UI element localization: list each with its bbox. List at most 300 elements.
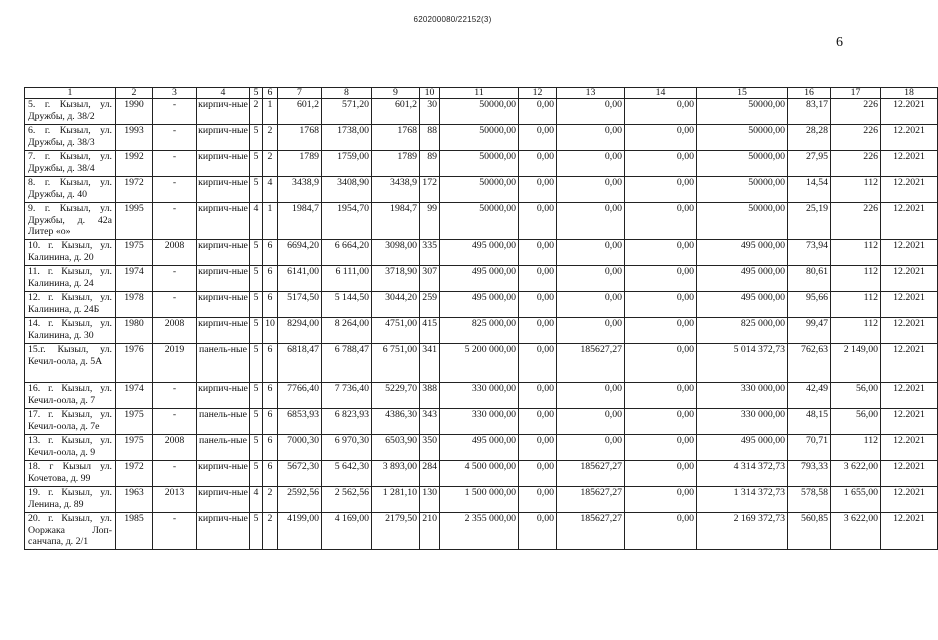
table-cell: 12.2021: [881, 125, 938, 151]
table-cell: 495 000,00: [697, 435, 788, 461]
table-cell: -: [153, 266, 197, 292]
table-cell: 6: [263, 344, 278, 383]
table-cell: 259: [420, 292, 440, 318]
table-cell: 0,00: [625, 344, 697, 383]
table-cell: 5229,70: [372, 383, 420, 409]
table-cell: 50000,00: [440, 151, 519, 177]
table-cell: 5 014 372,73: [697, 344, 788, 383]
table-cell: 12.2021: [881, 461, 938, 487]
table-cell: 0,00: [519, 125, 557, 151]
table-cell: 89: [420, 151, 440, 177]
table-cell: 30: [420, 99, 440, 125]
table-cell: 14,54: [788, 177, 831, 203]
table-cell: 495 000,00: [697, 292, 788, 318]
wall-material-cell: кирпич-ные: [197, 266, 250, 292]
table-row: [25, 383, 938, 409]
table-cell: 1975: [116, 409, 153, 435]
table-cell: 210: [420, 513, 440, 550]
table-cell: 5: [250, 383, 263, 409]
table-cell: 6 751,00: [372, 344, 420, 383]
table-cell: 1993: [116, 125, 153, 151]
table-cell: 50000,00: [697, 99, 788, 125]
table-cell: 5174,50: [278, 292, 322, 318]
table-cell: 1985: [116, 513, 153, 550]
table-row: [25, 99, 938, 125]
table-cell: 80,61: [788, 266, 831, 292]
table-cell: 350: [420, 435, 440, 461]
table-cell: 2: [263, 513, 278, 550]
table-cell: 0,00: [557, 203, 625, 240]
table-row: [25, 151, 938, 177]
address-cell: 13. г. Кызыл, ул. Кечил-оола, д. 9: [25, 435, 116, 461]
table-row: [25, 177, 938, 203]
table-cell: -: [153, 409, 197, 435]
table-cell: 495 000,00: [440, 435, 519, 461]
table-cell: 3 893,00: [372, 461, 420, 487]
column-number-header: 15: [697, 88, 788, 99]
table-cell: 112: [831, 435, 881, 461]
address-cell: 15.г. Кызыл, ул. Кечил-оола, д. 5А: [25, 344, 116, 383]
table-cell: 0,00: [557, 240, 625, 266]
table-cell: -: [153, 177, 197, 203]
table-cell: 2: [263, 487, 278, 513]
address-cell: 17. г. Кызыл, ул. Кечил-оола, д. 7е: [25, 409, 116, 435]
table-cell: 0,00: [557, 409, 625, 435]
table-cell: -: [153, 125, 197, 151]
table-cell: 1984,7: [278, 203, 322, 240]
table-cell: 112: [831, 292, 881, 318]
table-cell: 70,71: [788, 435, 831, 461]
table-cell: 226: [831, 125, 881, 151]
address-cell: 20. г. Кызыл, ул. Ооржака Лоп-санчапа, д. 2/1: [25, 513, 116, 550]
wall-material-cell: кирпич-ные: [197, 240, 250, 266]
table-cell: 0,00: [519, 513, 557, 550]
column-number-header: 14: [625, 88, 697, 99]
table-cell: 6: [263, 383, 278, 409]
table-cell: 112: [831, 318, 881, 344]
table-cell: 6: [263, 409, 278, 435]
table-cell: 1 281,10: [372, 487, 420, 513]
table-row: [25, 125, 938, 151]
wall-material-cell: кирпич-ные: [197, 383, 250, 409]
table-cell: 0,00: [625, 240, 697, 266]
table-cell: 12.2021: [881, 240, 938, 266]
table-cell: 226: [831, 203, 881, 240]
table-cell: 0,00: [625, 383, 697, 409]
table-cell: 560,85: [788, 513, 831, 550]
table-cell: 5: [250, 177, 263, 203]
table-cell: 1980: [116, 318, 153, 344]
table-cell: -: [153, 292, 197, 318]
table-cell: 7000,30: [278, 435, 322, 461]
table-cell: 5: [250, 151, 263, 177]
table-row: [25, 435, 938, 461]
table-cell: 7 736,40: [322, 383, 372, 409]
column-number-header: 7: [278, 88, 322, 99]
table-cell: 0,00: [625, 461, 697, 487]
table-cell: 12.2021: [881, 383, 938, 409]
table-cell: 12.2021: [881, 435, 938, 461]
table-cell: 50000,00: [440, 177, 519, 203]
table-cell: 2: [250, 99, 263, 125]
table-row: [25, 344, 938, 383]
table-cell: 2: [263, 151, 278, 177]
table-cell: 6: [263, 240, 278, 266]
table-cell: 4: [250, 203, 263, 240]
table-cell: 12.2021: [881, 203, 938, 240]
table-cell: 793,33: [788, 461, 831, 487]
table-cell: 6853,93: [278, 409, 322, 435]
table-cell: 0,00: [519, 240, 557, 266]
table-cell: 0,00: [519, 99, 557, 125]
table-cell: 1 314 372,73: [697, 487, 788, 513]
table-cell: 0,00: [625, 266, 697, 292]
table-cell: 2 562,56: [322, 487, 372, 513]
table-cell: 0,00: [519, 292, 557, 318]
table-cell: 3098,00: [372, 240, 420, 266]
wall-material-cell: кирпич-ные: [197, 318, 250, 344]
table-cell: 1 655,00: [831, 487, 881, 513]
table-cell: 4 314 372,73: [697, 461, 788, 487]
table-cell: 415: [420, 318, 440, 344]
table-cell: -: [153, 383, 197, 409]
table-cell: 172: [420, 177, 440, 203]
table-cell: 578,58: [788, 487, 831, 513]
table-cell: 185627,27: [557, 344, 625, 383]
table-cell: 0,00: [625, 177, 697, 203]
table-cell: 2 355 000,00: [440, 513, 519, 550]
address-cell: 5. г. Кызыл, ул. Дружбы, д. 38/2: [25, 99, 116, 125]
column-number-header: 1: [25, 88, 116, 99]
table-cell: 0,00: [625, 292, 697, 318]
table-cell: 5: [250, 292, 263, 318]
table-cell: 28,28: [788, 125, 831, 151]
table-cell: 1759,00: [322, 151, 372, 177]
wall-material-cell: кирпич-ные: [197, 513, 250, 550]
table-cell: 5: [250, 318, 263, 344]
wall-material-cell: кирпич-ные: [197, 99, 250, 125]
table-cell: 330 000,00: [440, 409, 519, 435]
column-number-header: 3: [153, 88, 197, 99]
table-cell: 0,00: [519, 461, 557, 487]
table-cell: 5 642,30: [322, 461, 372, 487]
table-cell: 2179,50: [372, 513, 420, 550]
wall-material-cell: кирпич-ные: [197, 203, 250, 240]
table-row: [25, 461, 938, 487]
table-cell: 2013: [153, 487, 197, 513]
table-cell: 4: [263, 177, 278, 203]
table-cell: 495 000,00: [440, 240, 519, 266]
wall-material-cell: кирпич-ные: [197, 151, 250, 177]
table-cell: 1995: [116, 203, 153, 240]
table-cell: 5: [250, 409, 263, 435]
table-cell: 1972: [116, 461, 153, 487]
table-cell: 10: [263, 318, 278, 344]
table-cell: 2 169 372,73: [697, 513, 788, 550]
wall-material-cell: панель-ные: [197, 344, 250, 383]
wall-material-cell: панель-ные: [197, 409, 250, 435]
table-cell: 0,00: [519, 344, 557, 383]
table-cell: 185627,27: [557, 513, 625, 550]
table-cell: 1789: [278, 151, 322, 177]
table-cell: 1992: [116, 151, 153, 177]
table-cell: 601,2: [278, 99, 322, 125]
table-cell: 825 000,00: [440, 318, 519, 344]
table-cell: 42,49: [788, 383, 831, 409]
table-cell: 2019: [153, 344, 197, 383]
table-cell: 99,47: [788, 318, 831, 344]
table-cell: 0,00: [625, 487, 697, 513]
table-cell: 5: [250, 240, 263, 266]
table-cell: 50000,00: [440, 203, 519, 240]
table-cell: 50000,00: [697, 177, 788, 203]
table-cell: 1975: [116, 240, 153, 266]
table-cell: 601,2: [372, 99, 420, 125]
table-cell: 1: [263, 99, 278, 125]
table-cell: 226: [831, 99, 881, 125]
table-cell: 284: [420, 461, 440, 487]
column-number-header: 13: [557, 88, 625, 99]
table-cell: 0,00: [557, 383, 625, 409]
table-cell: 3718,90: [372, 266, 420, 292]
table-cell: 56,00: [831, 383, 881, 409]
table-cell: -: [153, 99, 197, 125]
table-cell: 3438,9: [278, 177, 322, 203]
table-cell: 1963: [116, 487, 153, 513]
table-cell: 341: [420, 344, 440, 383]
column-number-header: 10: [420, 88, 440, 99]
column-number-header: 17: [831, 88, 881, 99]
table-cell: 0,00: [625, 409, 697, 435]
column-number-header: 8: [322, 88, 372, 99]
table-cell: -: [153, 461, 197, 487]
address-cell: 10. г. Кызыл, ул. Калинина, д. 20: [25, 240, 116, 266]
table-cell: 3408,90: [322, 177, 372, 203]
table-cell: 8 264,00: [322, 318, 372, 344]
column-number-header: 9: [372, 88, 420, 99]
table-cell: 0,00: [625, 435, 697, 461]
table-cell: 1984,7: [372, 203, 420, 240]
address-cell: 14. г. Кызыл, ул. Калинина, д. 30: [25, 318, 116, 344]
table-cell: 12.2021: [881, 344, 938, 383]
table-cell: 112: [831, 177, 881, 203]
table-cell: -: [153, 513, 197, 550]
table-cell: 112: [831, 240, 881, 266]
table-cell: 0,00: [557, 292, 625, 318]
document-id: 620200080/22152(3): [413, 15, 492, 24]
table-cell: 0,00: [625, 203, 697, 240]
table-cell: 1972: [116, 177, 153, 203]
table-cell: 0,00: [625, 513, 697, 550]
table-cell: 6503,90: [372, 435, 420, 461]
wall-material-cell: кирпич-ные: [197, 487, 250, 513]
address-cell: 12. г. Кызыл, ул. Калинина, д. 24Б: [25, 292, 116, 318]
table-cell: 4: [250, 487, 263, 513]
address-cell: 8. г. Кызыл, ул. Дружбы, д. 40: [25, 177, 116, 203]
table-cell: 6 823,93: [322, 409, 372, 435]
table-cell: 95,66: [788, 292, 831, 318]
column-number-header: 16: [788, 88, 831, 99]
address-cell: 7. г. Кызыл, ул. Дружбы, д. 38/4: [25, 151, 116, 177]
table-cell: 5: [250, 266, 263, 292]
wall-material-cell: кирпич-ные: [197, 292, 250, 318]
table-cell: 12.2021: [881, 292, 938, 318]
address-cell: 6. г. Кызыл, ул. Дружбы, д. 38/3: [25, 125, 116, 151]
table-cell: 6 111,00: [322, 266, 372, 292]
address-cell: 9. г. Кызыл, ул. Дружбы, д. 42а Литер «о»: [25, 203, 116, 240]
table-cell: 50000,00: [697, 125, 788, 151]
table-cell: 50000,00: [697, 203, 788, 240]
table-cell: 6: [263, 435, 278, 461]
address-cell: 19. г. Кызыл, ул. Ленина, д. 89: [25, 487, 116, 513]
table-cell: 0,00: [557, 177, 625, 203]
table-cell: 0,00: [519, 487, 557, 513]
table-cell: 112: [831, 266, 881, 292]
table-cell: 8294,00: [278, 318, 322, 344]
column-number-header: 6: [263, 88, 278, 99]
housing-register-table: [24, 87, 938, 550]
table-cell: 12.2021: [881, 487, 938, 513]
table-cell: 571,20: [322, 99, 372, 125]
table-cell: 1974: [116, 383, 153, 409]
table-cell: 825 000,00: [697, 318, 788, 344]
table-cell: 12.2021: [881, 409, 938, 435]
table-cell: 12.2021: [881, 177, 938, 203]
table-cell: 495 000,00: [697, 266, 788, 292]
table-cell: -: [153, 203, 197, 240]
table-cell: 0,00: [519, 203, 557, 240]
table-cell: 3044,20: [372, 292, 420, 318]
table-cell: 5: [250, 435, 263, 461]
table-cell: 99: [420, 203, 440, 240]
table-cell: 73,94: [788, 240, 831, 266]
table-cell: 0,00: [519, 409, 557, 435]
table-cell: 388: [420, 383, 440, 409]
table-cell: 495 000,00: [440, 266, 519, 292]
table-cell: 0,00: [519, 151, 557, 177]
column-number-header: 4: [197, 88, 250, 99]
table-cell: 4 169,00: [322, 513, 372, 550]
wall-material-cell: кирпич-ные: [197, 177, 250, 203]
table-cell: 12.2021: [881, 99, 938, 125]
table-cell: 5: [250, 344, 263, 383]
table-cell: 0,00: [519, 383, 557, 409]
table-cell: 4 500 000,00: [440, 461, 519, 487]
address-cell: 16. г. Кызыл, ул. Кечил-оола, д. 7: [25, 383, 116, 409]
table-cell: 335: [420, 240, 440, 266]
table-cell: 4386,30: [372, 409, 420, 435]
table-row: [25, 203, 938, 240]
table-cell: 5672,30: [278, 461, 322, 487]
table-cell: 1768: [278, 125, 322, 151]
table-cell: 2592,56: [278, 487, 322, 513]
table-cell: 1: [263, 203, 278, 240]
table-cell: 495 000,00: [440, 292, 519, 318]
table-cell: 0,00: [625, 99, 697, 125]
table-cell: 12.2021: [881, 318, 938, 344]
table-cell: 6818,47: [278, 344, 322, 383]
table-cell: 50000,00: [440, 125, 519, 151]
table-cell: 1976: [116, 344, 153, 383]
table-cell: 5: [250, 125, 263, 151]
table-cell: 0,00: [625, 125, 697, 151]
table-cell: 12.2021: [881, 151, 938, 177]
table-row: [25, 318, 938, 344]
table-cell: 0,00: [557, 151, 625, 177]
table-row: [25, 266, 938, 292]
table-cell: 0,00: [557, 318, 625, 344]
address-cell: 11. г. Кызыл, ул. Калинина, д. 24: [25, 266, 116, 292]
table-row: [25, 513, 938, 550]
table-cell: 88: [420, 125, 440, 151]
table-cell: 0,00: [557, 435, 625, 461]
table-cell: 2008: [153, 240, 197, 266]
table-cell: 330 000,00: [697, 409, 788, 435]
table-cell: 50000,00: [440, 99, 519, 125]
table-cell: 130: [420, 487, 440, 513]
table-cell: 2008: [153, 435, 197, 461]
table-cell: 495 000,00: [697, 240, 788, 266]
table-cell: 226: [831, 151, 881, 177]
table-cell: 343: [420, 409, 440, 435]
table-cell: 6694,20: [278, 240, 322, 266]
table-cell: 2: [263, 125, 278, 151]
column-number-header: 2: [116, 88, 153, 99]
table-cell: 0,00: [557, 266, 625, 292]
table-cell: 2 149,00: [831, 344, 881, 383]
table-cell: 185627,27: [557, 487, 625, 513]
table-cell: 0,00: [519, 266, 557, 292]
table-cell: 0,00: [519, 318, 557, 344]
table-cell: 330 000,00: [697, 383, 788, 409]
table-cell: 5: [250, 513, 263, 550]
table-cell: 6141,00: [278, 266, 322, 292]
column-number-header: 11: [440, 88, 519, 99]
table-cell: 6: [263, 292, 278, 318]
column-number-row: [25, 88, 938, 99]
table-cell: -: [153, 151, 197, 177]
table-cell: 6: [263, 266, 278, 292]
table-cell: 0,00: [625, 151, 697, 177]
column-number-header: 5: [250, 88, 263, 99]
wall-material-cell: кирпич-ные: [197, 461, 250, 487]
table-cell: 1789: [372, 151, 420, 177]
table-cell: 4199,00: [278, 513, 322, 550]
table-cell: 0,00: [519, 435, 557, 461]
table-cell: 185627,27: [557, 461, 625, 487]
table-row: [25, 409, 938, 435]
table-cell: 1738,00: [322, 125, 372, 151]
table-cell: 0,00: [625, 318, 697, 344]
table-cell: 762,63: [788, 344, 831, 383]
table-cell: 27,95: [788, 151, 831, 177]
table-cell: 1954,70: [322, 203, 372, 240]
table-cell: 6: [263, 461, 278, 487]
table-cell: 307: [420, 266, 440, 292]
table-cell: 3 622,00: [831, 513, 881, 550]
table-cell: 25,19: [788, 203, 831, 240]
table-cell: 5 144,50: [322, 292, 372, 318]
table-cell: 6 970,30: [322, 435, 372, 461]
table-cell: 48,15: [788, 409, 831, 435]
table-cell: 5: [250, 461, 263, 487]
table-cell: 6 664,20: [322, 240, 372, 266]
table-cell: 330 000,00: [440, 383, 519, 409]
table-cell: 6 788,47: [322, 344, 372, 383]
column-number-header: 18: [881, 88, 938, 99]
table-cell: 4751,00: [372, 318, 420, 344]
table-cell: 1990: [116, 99, 153, 125]
